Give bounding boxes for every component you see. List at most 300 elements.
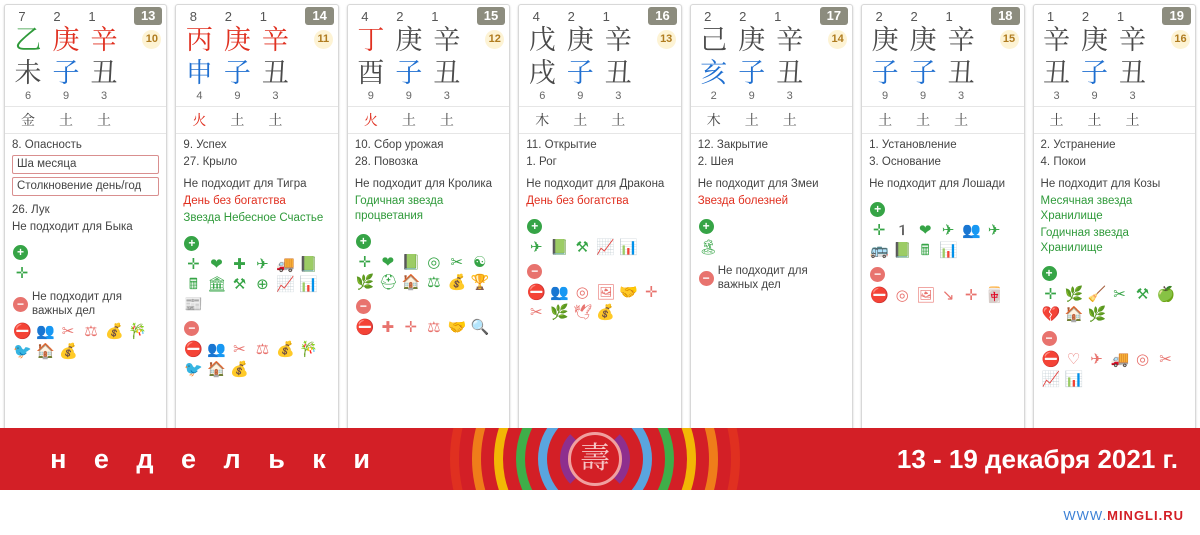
top-number: 2 — [910, 8, 918, 24]
top-number: 2 — [1081, 8, 1090, 24]
day-number-badge: 13 — [134, 7, 162, 25]
earthly-branches-row — [862, 57, 1023, 90]
activity-icon: ❤ — [918, 221, 932, 239]
activity-icon: ⚒ — [232, 275, 247, 293]
activity-icon: 👥 — [550, 283, 569, 301]
card-line: 26. Лук — [12, 204, 50, 216]
bottom-number: 3 — [615, 90, 622, 102]
bottom-number: 9 — [920, 90, 927, 102]
activity-icon: ✛ — [1044, 285, 1057, 303]
activity-icon: ⚒ — [575, 238, 589, 256]
plus-icon: + — [184, 236, 199, 251]
bottom-numbers — [691, 90, 852, 104]
activity-icon: ⛑ — [378, 273, 398, 291]
unfavorable-marker-row — [862, 265, 1023, 284]
card-text-lines — [691, 134, 852, 217]
card-line: Месячная звезда Хранилище — [1040, 195, 1133, 222]
elements-row — [176, 106, 337, 134]
stem-char: 乙 — [14, 25, 42, 56]
favorable-marker-row — [1034, 264, 1195, 283]
bottom-number: 9 — [748, 90, 755, 102]
branch-char: 子 — [1081, 58, 1109, 89]
top-number: 2 — [739, 8, 747, 24]
activity-icon: ✛ — [358, 253, 372, 271]
branch-char: 丑 — [947, 58, 975, 89]
element-char: 土 — [916, 113, 931, 129]
earthly-branches-row — [519, 57, 680, 90]
activity-icon: ✚ — [381, 318, 395, 336]
plus-icon: + — [13, 245, 28, 260]
activity-icon: 💰 — [59, 342, 78, 360]
activity-icon: 👥 — [962, 221, 981, 239]
activity-icon: 🏠 — [207, 360, 227, 378]
bottom-numbers — [348, 90, 509, 104]
activity-icon: ✛ — [964, 286, 978, 304]
element-char: 土 — [439, 113, 454, 129]
top-number: 2 — [224, 8, 233, 24]
card-text-lines — [1034, 134, 1195, 264]
card-badge: 16 — [1171, 30, 1190, 49]
activity-icon: ✂ — [529, 303, 543, 321]
unfavorable-icons — [5, 320, 166, 366]
footer-domain: MINGLI.RU — [1107, 508, 1184, 523]
minus-icon: − — [699, 271, 714, 286]
seal-icon: 壽 — [568, 432, 622, 486]
bottom-number: 9 — [577, 90, 584, 102]
card-line: День без богатства — [183, 195, 286, 207]
activity-icon: 👥 — [36, 322, 55, 340]
branch-char: 子 — [223, 58, 251, 89]
card-badge: 10 — [142, 30, 161, 49]
unfavorable-note: Не подходит для важных дел — [32, 291, 122, 317]
element-char: 土 — [59, 113, 73, 129]
bottom-numbers — [862, 90, 1023, 104]
stem-char: 庚 — [566, 25, 594, 56]
activity-icon: ✛ — [404, 318, 418, 336]
stem-char: 庚 — [738, 25, 766, 56]
branch-char: 未 — [14, 58, 42, 89]
activity-icon: 🏠 — [1064, 305, 1084, 323]
bottom-number: 3 — [1053, 90, 1060, 102]
plus-icon: + — [870, 202, 885, 217]
earthly-branches-row — [1034, 57, 1195, 90]
branch-char: 丑 — [604, 58, 632, 89]
activity-icon: 📊 — [619, 238, 638, 256]
unfavorable-icons — [1034, 348, 1195, 394]
elements-row — [862, 106, 1023, 134]
activity-icon: ⚖ — [427, 318, 441, 336]
bottom-number: 9 — [405, 90, 412, 102]
card-line: Годичная звезда Хранилище — [1040, 227, 1129, 254]
top-number: 1 — [88, 8, 96, 24]
day-number-badge: 19 — [1162, 7, 1190, 25]
card-line: 8. Опасность — [12, 139, 82, 151]
activity-icon: 🖩 — [188, 275, 198, 293]
activity-icon: ⚖ — [427, 273, 441, 291]
card-line: Не подходит для Дракона — [526, 178, 665, 190]
activity-icon: 📊 — [1064, 370, 1084, 388]
activity-icon: 💰 — [447, 273, 467, 291]
top-number: 2 — [704, 8, 712, 24]
stem-char: 庚 — [909, 25, 937, 56]
activity-icon: ↘ — [941, 286, 955, 304]
day-card[interactable] — [518, 4, 681, 434]
day-number-badge: 18 — [991, 7, 1019, 25]
activity-icon: ✈ — [941, 221, 955, 239]
card-line: 2. Устранение — [1040, 139, 1116, 151]
banner-title: н е д е л ь к и — [50, 443, 380, 474]
element-char: 火 — [192, 113, 207, 129]
stem-char: 戊 — [528, 25, 556, 56]
card-line: Не подходит для Тигра — [183, 178, 307, 190]
activity-icon: ⛔ — [355, 318, 375, 336]
activity-icon: ⚒ — [1135, 285, 1150, 303]
day-card[interactable] — [175, 4, 338, 434]
activity-icon: 🧹 — [1087, 285, 1107, 303]
activity-icon: 🤝 — [619, 283, 638, 301]
activity-icon: 🤝 — [447, 318, 467, 336]
bottom-banner — [0, 428, 1200, 490]
stem-char: 庚 — [871, 25, 899, 56]
heavenly-stems-row — [862, 24, 1023, 57]
bottom-number: 2 — [710, 90, 717, 102]
top-number: 2 — [396, 8, 404, 24]
stem-char: 辛 — [947, 25, 975, 56]
branch-char: 丑 — [90, 58, 118, 89]
favorable-icons — [1034, 283, 1195, 329]
plus-icon: + — [1042, 266, 1057, 281]
branch-char: 亥 — [700, 58, 728, 89]
bottom-number: 4 — [196, 90, 203, 102]
activity-icon: 🚌 — [870, 241, 889, 259]
branch-char: 丑 — [261, 58, 289, 89]
top-number: 2 — [875, 8, 883, 24]
unfavorable-icons — [862, 284, 1023, 310]
card-line: Не подходит для Змеи — [697, 178, 819, 190]
stem-char: 庚 — [1081, 25, 1109, 56]
activity-icon: 🎋 — [128, 322, 147, 340]
bottom-number: 9 — [62, 90, 70, 102]
card-line: Звезда болезней — [697, 195, 789, 207]
day-number-badge: 14 — [305, 7, 333, 25]
minus-icon: − — [184, 321, 199, 336]
card-badge: 13 — [657, 30, 676, 49]
card-line: 11. Открытие — [526, 139, 597, 151]
element-char: 土 — [97, 113, 111, 129]
activity-icon: 🖼 — [596, 283, 616, 301]
banner-date-area — [760, 428, 1200, 490]
heavenly-stems-row — [691, 24, 852, 57]
card-line: Не подходит для Лошади — [869, 178, 1005, 190]
activity-icon: ⚖ — [84, 322, 98, 340]
day-card[interactable] — [347, 4, 510, 434]
bottom-number: 3 — [272, 90, 279, 102]
branch-char: 丑 — [433, 58, 461, 89]
element-char: 木 — [706, 113, 721, 129]
favorable-icons — [5, 262, 166, 288]
card-line: 12. Закрытие — [697, 139, 768, 151]
favorable-icons — [348, 251, 509, 297]
stem-char: 辛 — [90, 25, 118, 56]
activity-icon: 💰 — [596, 303, 615, 321]
stem-char: 庚 — [395, 25, 423, 56]
activity-icon: ❤ — [381, 253, 395, 271]
activity-icon: 🌿 — [550, 303, 569, 321]
activity-icon: 🖼 — [916, 286, 936, 304]
activity-icon: ✂ — [1113, 285, 1126, 303]
heavenly-stems-row — [176, 24, 337, 57]
activity-icon: ✛ — [644, 283, 658, 301]
heavenly-stems-row — [348, 24, 509, 57]
bottom-number: 9 — [234, 90, 241, 102]
activity-icon: ✂ — [1159, 350, 1172, 368]
activity-icon: ⛔ — [527, 283, 546, 301]
elements-row — [348, 106, 509, 134]
activity-icon: 💰 — [230, 360, 250, 378]
stem-char: 丙 — [185, 25, 213, 56]
branch-char: 丑 — [1043, 58, 1071, 89]
card-badge: 15 — [1000, 30, 1019, 49]
activity-icon: 🐦 — [184, 360, 204, 378]
card-text-lines — [862, 134, 1023, 200]
top-number: 4 — [532, 8, 540, 24]
element-char: 土 — [782, 113, 797, 129]
card-badge: 11 — [314, 30, 333, 49]
bottom-number: 9 — [882, 90, 889, 102]
day-card[interactable] — [861, 4, 1024, 434]
activity-icon: ◎ — [575, 283, 589, 301]
card-line: 9. Успех — [183, 139, 227, 151]
branch-char: 丑 — [776, 58, 804, 89]
favorable-icons — [519, 236, 680, 262]
activity-icon: 📈 — [596, 238, 615, 256]
activity-icon: 🌿 — [1087, 305, 1107, 323]
element-char: 土 — [878, 113, 893, 129]
activity-icon: 📗 — [550, 238, 569, 256]
card-badge: 12 — [485, 30, 504, 49]
activity-icon: 🏠 — [401, 273, 421, 291]
element-char: 土 — [573, 113, 588, 129]
activity-icon: ⚖ — [255, 340, 270, 358]
branch-char: 子 — [871, 58, 899, 89]
bottom-number: 9 — [367, 90, 374, 102]
card-line: 1. Рог — [526, 156, 557, 168]
top-number: 4 — [361, 8, 369, 24]
activity-icon: ✈ — [529, 238, 543, 256]
stem-char: 辛 — [1119, 25, 1147, 56]
activity-icon: 📗 — [299, 255, 319, 273]
plus-icon: + — [699, 219, 714, 234]
minus-icon: − — [527, 264, 542, 279]
card-line: 1. Установление — [869, 139, 957, 151]
card-line: Не подходит для Козы — [1040, 178, 1161, 190]
activity-icon: 💰 — [105, 322, 124, 340]
branch-char: 丑 — [1119, 58, 1147, 89]
favorable-icons — [691, 236, 852, 262]
activity-icon: ✛ — [15, 264, 29, 282]
activity-icon: 1️ — [893, 221, 912, 239]
day-number-badge: 15 — [477, 7, 505, 25]
activity-icon: 📰 — [184, 295, 204, 313]
elements-row — [1034, 106, 1195, 134]
card-text-lines — [519, 134, 680, 217]
activity-icon: ◎ — [1135, 350, 1150, 368]
element-char: 土 — [401, 113, 416, 129]
favorable-marker-row — [176, 234, 337, 253]
activity-icon: 🚚 — [1110, 350, 1130, 368]
earthly-branches-row — [691, 57, 852, 90]
activity-icon: 🏠 — [36, 342, 55, 360]
heavenly-stems-row — [1034, 24, 1195, 57]
footer-www: WWW. — [1063, 508, 1108, 523]
unfavorable-marker-row — [348, 297, 509, 316]
favorable-marker-row — [862, 200, 1023, 219]
bottom-numbers — [176, 90, 337, 104]
stem-char: 辛 — [433, 25, 461, 56]
element-char: 土 — [1049, 113, 1064, 129]
activity-icon: 👥 — [207, 340, 227, 358]
activity-icon: ❤ — [210, 255, 223, 273]
stem-char: 己 — [700, 25, 728, 56]
branch-char: 子 — [738, 58, 766, 89]
card-line: Звезда Небесное Счастье — [183, 212, 324, 224]
card-line: 28. Повозка — [354, 156, 418, 168]
minus-icon: − — [1042, 331, 1057, 346]
activity-icon: 📈 — [276, 275, 296, 293]
bottom-number: 3 — [443, 90, 450, 102]
day-number-badge: 17 — [820, 7, 848, 25]
unfavorable-icons — [176, 338, 337, 384]
activity-icon: 🏆 — [470, 273, 490, 291]
element-char: 金 — [21, 113, 35, 129]
activity-icon: ✈ — [987, 221, 1001, 239]
top-number: 2 — [567, 8, 575, 24]
card-line: Не подходит для Кролика — [354, 178, 493, 190]
activity-icon: ✛ — [187, 255, 200, 273]
card-line: Не подходит для Быка — [12, 221, 133, 233]
activity-icon: ✈ — [256, 255, 269, 273]
card-line: 27. Крыло — [183, 156, 238, 168]
earthly-branches-row — [348, 57, 509, 90]
activity-icon: ✂ — [61, 322, 75, 340]
activity-icon: ✈ — [1090, 350, 1103, 368]
top-number: 1 — [259, 8, 268, 24]
day-card[interactable] — [4, 4, 167, 434]
branch-char: 子 — [395, 58, 423, 89]
card-line: 2. Шея — [697, 156, 734, 168]
bottom-number: 3 — [786, 90, 793, 102]
activity-icon: 🖩 — [920, 241, 930, 259]
unfavorable-marker-row — [691, 262, 852, 294]
card-line: Столкновение день/год — [12, 177, 159, 196]
activity-icon: ⛔ — [870, 286, 889, 304]
unfavorable-icons — [348, 316, 509, 342]
activity-icon: 💔 — [1041, 305, 1061, 323]
element-char: 土 — [611, 113, 626, 129]
stem-char: 辛 — [604, 25, 632, 56]
activity-icon: ⛔ — [13, 322, 32, 340]
stem-char: 庚 — [52, 25, 80, 56]
bottom-number: 6 — [539, 90, 546, 102]
unfavorable-marker-row — [1034, 329, 1195, 348]
top-number: 1 — [1116, 8, 1125, 24]
activity-icon: 🏛 — [207, 275, 227, 293]
bottom-numbers — [1034, 90, 1195, 104]
activity-icon: 🕊 — [573, 303, 593, 321]
card-badge: 14 — [828, 30, 847, 49]
activity-icon: 🎋 — [299, 340, 319, 358]
stem-char: 丁 — [357, 25, 385, 56]
bottom-number: 3 — [1129, 90, 1136, 102]
branch-char: 子 — [52, 58, 80, 89]
day-card[interactable] — [1033, 4, 1196, 434]
stem-char: 庚 — [223, 25, 251, 56]
activity-icon: 📊 — [939, 241, 958, 259]
favorable-icons — [176, 253, 337, 319]
activity-icon: ✂ — [450, 253, 464, 271]
heavenly-stems-row — [519, 24, 680, 57]
card-line: 10. Сбор урожая — [354, 139, 444, 151]
element-char: 土 — [954, 113, 969, 129]
bottom-number: 6 — [24, 90, 32, 102]
bottom-number: 9 — [1091, 90, 1098, 102]
activity-icon: 🍏 — [1156, 285, 1176, 303]
stem-char: 辛 — [1043, 25, 1071, 56]
day-card[interactable] — [690, 4, 853, 434]
stem-char: 辛 — [776, 25, 804, 56]
card-text-lines — [5, 134, 166, 243]
activity-icon: 📗 — [893, 241, 912, 259]
favorable-icons — [862, 219, 1023, 265]
minus-icon: − — [356, 299, 371, 314]
elements-row — [519, 106, 680, 134]
activity-icon: 🚚 — [276, 255, 296, 273]
activity-icon: 💰 — [276, 340, 296, 358]
top-number: 2 — [53, 8, 61, 24]
branch-char: 子 — [566, 58, 594, 89]
minus-icon: − — [870, 267, 885, 282]
banner-date-range: 13 - 19 декабря 2021 г. — [896, 443, 1178, 474]
activity-icon: 🐦 — [13, 342, 32, 360]
top-number: 7 — [18, 8, 26, 24]
activity-icon: ☯ — [473, 253, 487, 271]
unfavorable-marker-row — [176, 319, 337, 338]
activity-icon: ⛔ — [184, 340, 204, 358]
activity-icon: ✚ — [233, 255, 246, 273]
element-char: 土 — [268, 113, 283, 129]
activity-icon: 📊 — [299, 275, 319, 293]
bottom-numbers — [519, 90, 680, 104]
card-line: 4. Покои — [1040, 156, 1086, 168]
top-number: 1 — [431, 8, 439, 24]
card-text-lines — [348, 134, 509, 232]
top-number: 1 — [602, 8, 610, 24]
element-char: 土 — [744, 113, 759, 129]
earthly-branches-row — [5, 57, 166, 90]
card-line: 3. Основание — [869, 156, 941, 168]
plus-icon: + — [527, 219, 542, 234]
element-char: 土 — [1125, 113, 1140, 129]
activity-icon: ⊕ — [256, 275, 269, 293]
card-line: Ша месяца — [12, 155, 159, 174]
activity-icon: 📗 — [401, 253, 421, 271]
bottom-number: 3 — [958, 90, 965, 102]
top-number: 8 — [189, 8, 198, 24]
day-number-badge: 16 — [648, 7, 676, 25]
banner-arcs-area — [430, 428, 760, 490]
activity-icon: ✛ — [872, 221, 886, 239]
activity-icon: 🔍 — [470, 318, 490, 336]
